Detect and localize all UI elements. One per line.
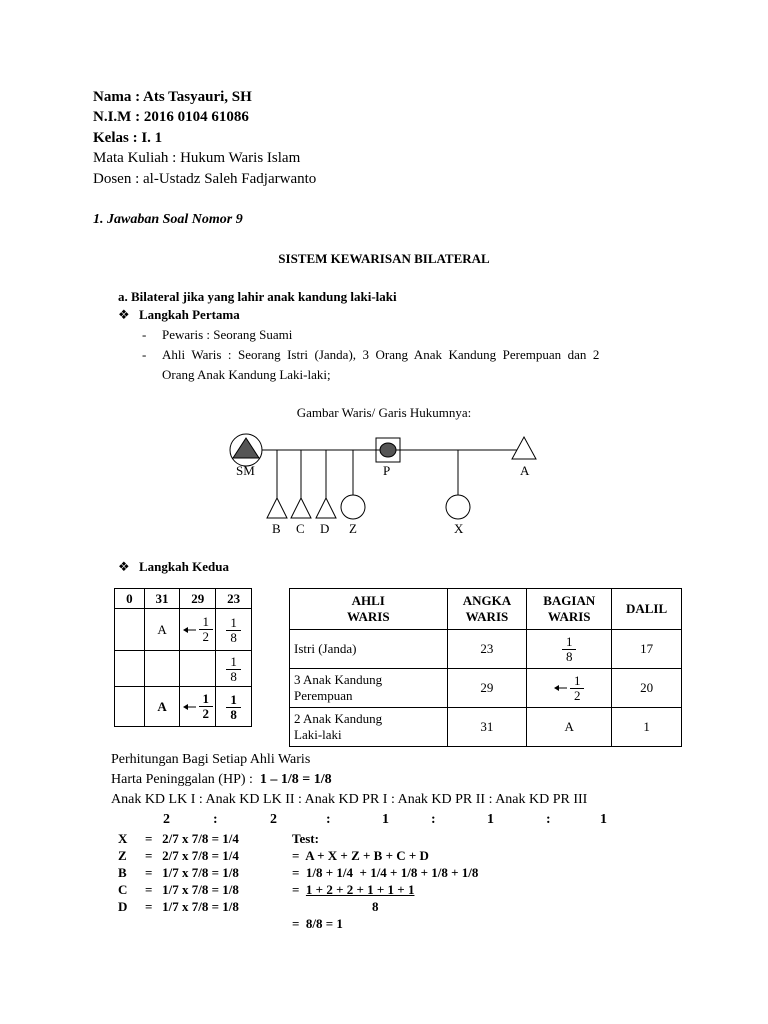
step2-label: Langkah Kedua (139, 559, 229, 574)
pewaris-text: Pewaris : Seorang Suami (162, 327, 293, 342)
label-b: B (272, 521, 281, 536)
b-symbol (267, 498, 287, 518)
ratio-header-29: 29 (180, 589, 216, 609)
a-symbol (512, 437, 536, 459)
frac-den: 2 (202, 706, 210, 721)
ratio-sep: : (213, 812, 218, 827)
heir-angka: 31 (447, 708, 527, 747)
student-nim: N.I.M : 2016 0104 61086 (93, 109, 249, 125)
sm-triangle (233, 438, 259, 458)
ahli-waris-line-2: Orang Anak Kandung Laki-laki; (162, 367, 331, 382)
dash-1: - (142, 327, 147, 342)
ratio-sep: : (326, 812, 331, 827)
label-p: P (383, 463, 391, 478)
hp-value: 1 – 1/8 = 1/8 (259, 772, 332, 787)
question-heading: 1. Jawaban Soal Nomor 9 (93, 212, 243, 227)
arrow-left-icon (183, 625, 197, 635)
calc-val-c: = 1/7 x 7/8 = 1/8 (145, 882, 239, 897)
ratio-sep: : (546, 812, 551, 827)
frac-den: 2 (202, 629, 210, 644)
genealogy-diagram (220, 428, 550, 538)
ratio-cell-eighth (216, 609, 252, 651)
calc-key-d: D (118, 899, 128, 914)
ratio-cell-arrow-half (180, 609, 216, 651)
ratio-value: 1 (600, 812, 607, 827)
heir-dalil: 20 (612, 669, 682, 708)
calc-key-c: C (118, 882, 128, 897)
heir-dalil: 1 (612, 708, 682, 747)
label-sm: SM (236, 463, 255, 478)
label-a: A (520, 463, 530, 478)
ratio-value: 2 (270, 812, 277, 827)
calc-val-z: = 2/7 x 7/8 = 1/4 (145, 848, 239, 863)
c-symbol (291, 498, 311, 518)
diagram-caption: Gambar Waris/ Garis Hukumnya: (296, 405, 472, 420)
frac-den: 8 (230, 629, 237, 645)
test-line-3: = 1 + 2 + 2 + 1 + 1 + 1 (292, 882, 415, 897)
heir-bagian: $\frac{1}{2}$ (527, 669, 612, 708)
ratio-cell-arrow-half-bold (180, 687, 216, 727)
col-angka-waris: ANGKA WARIS (447, 589, 527, 630)
test-result: = 8/8 = 1 (292, 916, 343, 931)
heir-bagian: A (527, 708, 612, 747)
section-a-heading: a. Bilateral jika yang lahir anak kandung laki-laki (118, 289, 397, 304)
heir-name: 3 Anak Kandung Perempuan (290, 669, 448, 708)
ratio-sep: : (431, 812, 436, 827)
step1-bullet: ❖ (118, 307, 130, 322)
heir-name: Istri (Janda) (290, 630, 448, 669)
table-row (290, 630, 682, 669)
x-symbol (446, 495, 470, 519)
frac-num: 1 (199, 692, 214, 707)
lecturer-name: Dosen : al-Ustadz Saleh Fadjarwanto (93, 171, 317, 187)
label-x: X (454, 521, 464, 536)
student-class: Kelas : I. 1 (93, 130, 163, 146)
ratio-header-0: 0 (115, 589, 145, 609)
table-row (290, 708, 682, 747)
ratio-cell-eighth-2 (216, 651, 252, 687)
step1-label: Langkah Pertama (139, 307, 240, 322)
d-symbol (316, 498, 336, 518)
col-ahli-waris: AHLI WARIS (290, 589, 448, 630)
label-c: C (296, 521, 305, 536)
calc-val-b: = 1/7 x 7/8 = 1/8 (145, 865, 239, 880)
step2-bullet: ❖ (118, 559, 130, 574)
col-bagian-waris: BAGIAN WARIS (527, 589, 612, 630)
test-denominator: 8 (372, 899, 379, 914)
course-name: Mata Kuliah : Hukum Waris Islam (93, 150, 301, 166)
frac-den: 8 (230, 668, 237, 684)
calc-key-z: Z (118, 848, 127, 863)
frac-den: 8 (230, 706, 237, 722)
ratio-value: 2 (163, 812, 170, 827)
test-numerator: 1 + 2 + 2 + 1 + 1 + 1 (305, 882, 415, 897)
heir-angka: 23 (447, 630, 527, 669)
test-label: Test: (292, 831, 319, 846)
ratio-header-31: 31 (144, 589, 180, 609)
ratio-cell-eighth-bold (216, 687, 252, 727)
ratio-header-23: 23 (216, 589, 252, 609)
heir-dalil: 17 (612, 630, 682, 669)
label-z: Z (349, 521, 357, 536)
ratio-line: Anak KD LK I : Anak KD LK II : Anak KD PR I : Anak KD PR II : Anak KD PR III (111, 792, 588, 807)
calc-key-x: X (118, 831, 128, 846)
arrow-left-icon (183, 702, 197, 712)
label-d: D (320, 521, 330, 536)
ratio-value: 1 (382, 812, 389, 827)
ahli-waris-line-1: Ahli Waris : Seorang Istri (Janda), 3 Orang Anak Kandung Perempuan dan 2 (162, 347, 600, 362)
ratio-table (114, 588, 252, 727)
heir-bagian: $\frac{1}{8}$ (527, 630, 612, 669)
frac-num: 1 (226, 655, 241, 670)
dash-2: - (142, 347, 147, 362)
arrow-left-icon (554, 683, 568, 693)
test-line-1: = A + X + Z + B + C + D (292, 848, 429, 863)
frac-num: 1 (199, 615, 214, 630)
z-symbol (341, 495, 365, 519)
calc-val-x: = 2/7 x 7/8 = 1/4 (145, 831, 239, 846)
table-row (290, 669, 682, 708)
heir-table (289, 588, 682, 747)
col-dalil: DALIL (612, 589, 682, 630)
ratio-cell-a: A (144, 609, 180, 651)
section-title: SISTEM KEWARISAN BILATERAL (278, 251, 490, 266)
calc-val-d: = 1/7 x 7/8 = 1/8 (145, 899, 239, 914)
student-name: Nama : Ats Tasyauri, SH (93, 89, 252, 105)
test-line-2: = 1/8 + 1/4 + 1/4 + 1/8 + 1/8 + 1/8 (292, 865, 479, 880)
heir-angka: 29 (447, 669, 527, 708)
calc-heading: Perhitungan Bagi Setiap Ahli Waris (111, 752, 311, 767)
frac-num: 1 (226, 616, 241, 631)
heir-name: 2 Anak Kandung Laki-laki (290, 708, 448, 747)
hp-line: Harta Peninggalan (HP) : 1 – 1/8 = 1/8 (111, 772, 332, 787)
frac-num: 1 (226, 693, 241, 708)
ratio-value: 1 (487, 812, 494, 827)
calc-key-b: B (118, 865, 127, 880)
ratio-cell-a-bold: A (144, 687, 180, 727)
